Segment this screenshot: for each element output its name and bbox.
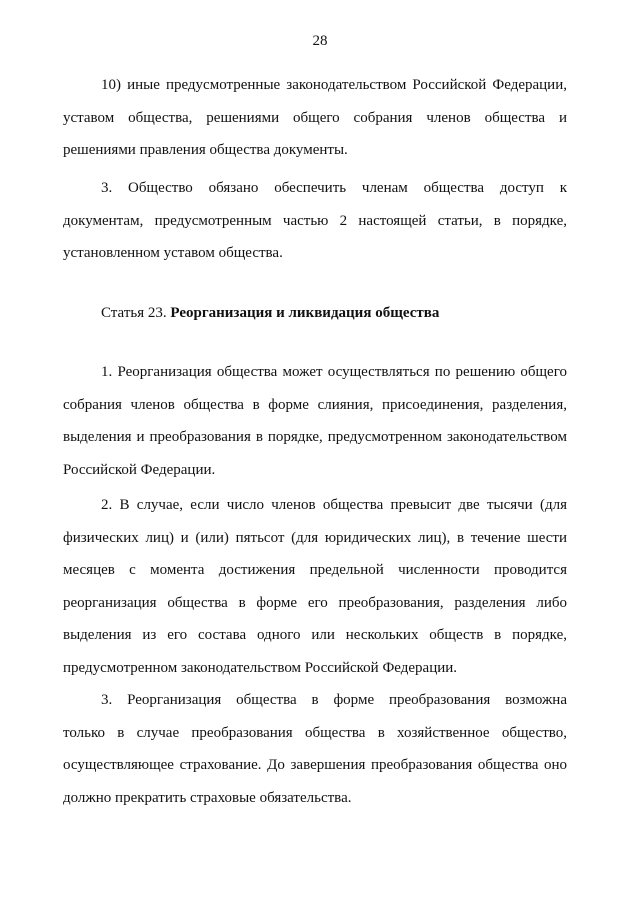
article-heading xyxy=(101,301,439,325)
item-3-access-line-1: 3. Общество обязано обеспечить членам общества доступ к xyxy=(101,180,567,196)
item-3-access-paragraph xyxy=(63,172,567,270)
paragraph-1-line-1: 1. Реорганизация общества может осуществляться по решению общего xyxy=(101,364,567,380)
article-title: Реорганизация и ликвидация общества xyxy=(170,305,440,321)
item-3-access-line-2: документам, предусмотренным частью 2 настоящей статьи, в порядке, xyxy=(63,212,567,229)
paragraph-3-line-2: только в случае преобразования общества в хозяйственное общество, xyxy=(63,724,567,741)
item-10-line-3: решениями правления общества документы. xyxy=(63,142,348,158)
paragraph-1-line-2: собрания членов общества в форме слияния, присоединения, разделения, xyxy=(63,396,567,413)
paragraph-2-line-3: месяцев с момента достижения предельной численности проводится xyxy=(63,562,567,578)
paragraph-2-line-5: выделения из его состава одного или нескольких обществ в порядке, xyxy=(63,627,567,643)
item-10-line-1: 10) иные предусмотренные законодательством Российской Федерации, xyxy=(101,77,567,93)
paragraph-1-line-3: выделения и преобразования в порядке, предусмотренном законодательством xyxy=(63,429,567,445)
paragraph-3-line-3: осуществляющее страхование. До завершения преобразования общества оно xyxy=(63,757,567,773)
item-10-line-2: уставом общества, решениями общего собрания членов общества и xyxy=(63,109,567,126)
paragraph-3-line-1: 3. Реорганизация общества в форме преобразования возможна xyxy=(101,692,567,708)
item-10-paragraph xyxy=(63,69,567,167)
paragraph-2-line-6: предусмотренном законодательством Российской Федерации. xyxy=(63,659,458,676)
paragraph-2-line-1: 2. В случае, если число членов общества превысит две тысячи (для xyxy=(101,497,567,513)
item-3-access-line-3: установленном уставом общества. xyxy=(63,245,283,261)
paragraph-3-line-4: должно прекратить страховые обязательства. xyxy=(63,789,352,806)
article-prefix: Статья 23. xyxy=(101,305,171,321)
paragraph-2-line-4: реорганизация общества в форме его преобразования, разделения либо xyxy=(63,594,567,611)
paragraph-3 xyxy=(63,684,567,814)
paragraph-2-line-2: физических лиц) и (или) пятьсот (для юридических лиц), в течение шести xyxy=(63,529,567,546)
page-number: 28 xyxy=(312,33,328,49)
paragraph-1 xyxy=(63,356,567,486)
paragraph-2 xyxy=(63,489,567,684)
paragraph-1-line-4: Российской Федерации. xyxy=(63,461,216,478)
